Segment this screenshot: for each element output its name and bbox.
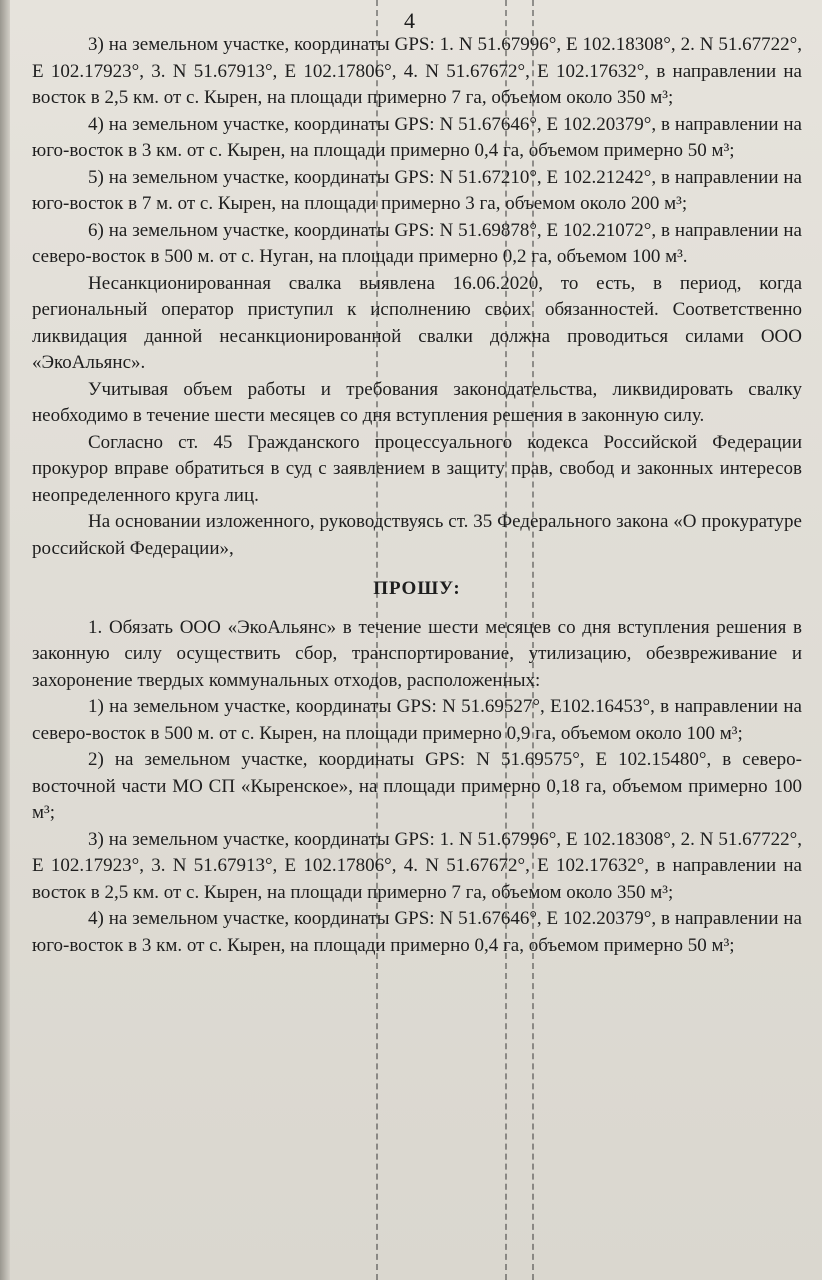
paragraph: 1. Обязать ООО «ЭкоАльянс» в течение шести месяцев со дня вступления решения в законную силу осуществить сбор, транспортирование, утилизацию, обезвреживание и захоронение твердых коммунальных отходов, расположенных: [32,616,802,691]
paragraph: Согласно ст. 45 Гражданского процессуального кодекса Российской Федерации прокурор вправе обратиться в суд с заявлением в защиту прав, свобод и законных интересов неопределенного круга лиц. [32,431,802,506]
paragraph: 3) на земельном участке, координаты GPS: 1. N 51.67996°, E 102.18308°, 2. N 51.67722°, E 102.17923°, 3. N 51.67913°, E 102.17806°, 4. N 51.67672°, E 102.17632°, в направлении на восток в 2,5 км. от с. Кырен, на площади примерно 7 га, объемом около 350 м³; [32,34,802,108]
paragraph: 6) на земельном участке, координаты GPS: N 51.69878°, E 102.21072°, в направлении на северо-восток в 500 м. от с. Нуган, на площади примерно 0,2 га, объемом 100 м³. [32,219,802,267]
paragraph: 5) на земельном участке, координаты GPS: N 51.67210°, E 102.21242°, в направлении на юго-восток в 7 м. от с. Кырен, на площади примерно 3 га, объемом около 200 м³; [32,166,802,214]
page-edge-shadow [0,0,10,1280]
page-number: 4 [404,8,415,33]
paragraph: 3) на земельном участке, координаты GPS: 1. N 51.67996°, E 102.18308°, 2. N 51.67722°, E 102.17923°, 3. N 51.67913°, E 102.17806°, 4. N 51.67672°, E 102.17632°, в направлении на восток в 2,5 км. от с. Кырен, на площади примерно 7 га, объемом около 350 м³; [32,828,802,903]
paragraph: 2) на земельном участке, координаты GPS: N 51.69575°, E 102.15480°, в северо-восточной части МО СП «Кыренское», на площади примерно 0,18 га, объемом примерно 100 м³; [32,749,802,823]
paragraph: 1) на земельном участке, координаты GPS: N 51.69527°, E102.16453°, в направлении на северо-восток в 500 м. от с. Кырен, на площади примерно 0,9 га, объемом около 100 м³; [32,696,802,744]
paragraph: На основании изложенного, руководствуясь ст. 35 Федерального закона «О прокуратуре российской Федерации», [32,511,802,559]
document-body [32,32,802,959]
paragraph: 4) на земельном участке, координаты GPS: N 51.67646°, E 102.20379°, в направлении на юго-восток в 3 км. от с. Кырен, на площади примерно 0,4 га, объемом примерно 50 м³; [32,113,802,161]
section-heading: ПРОШУ: [373,578,461,599]
paragraph: 4) на земельном участке, координаты GPS: N 51.67646°, E 102.20379°, в направлении на юго-восток в 3 км. от с. Кырен, на площади примерно 0,4 га, объемом примерно 50 м³; [32,908,802,956]
paragraph: Несанкционированная свалка выявлена 16.06.2020, то есть, в период, когда региональный оператор приступил к исполнению своих обязанностей. Соответственно ликвидация данной несанкционированной свалки должна проводиться силами ООО «ЭкоАльянс». [32,272,802,373]
paragraph: Учитывая объем работы и требования законодательства, ликвидировать свалку необходимо в течение шести месяцев со дня вступления решения в законную силу. [32,378,802,426]
